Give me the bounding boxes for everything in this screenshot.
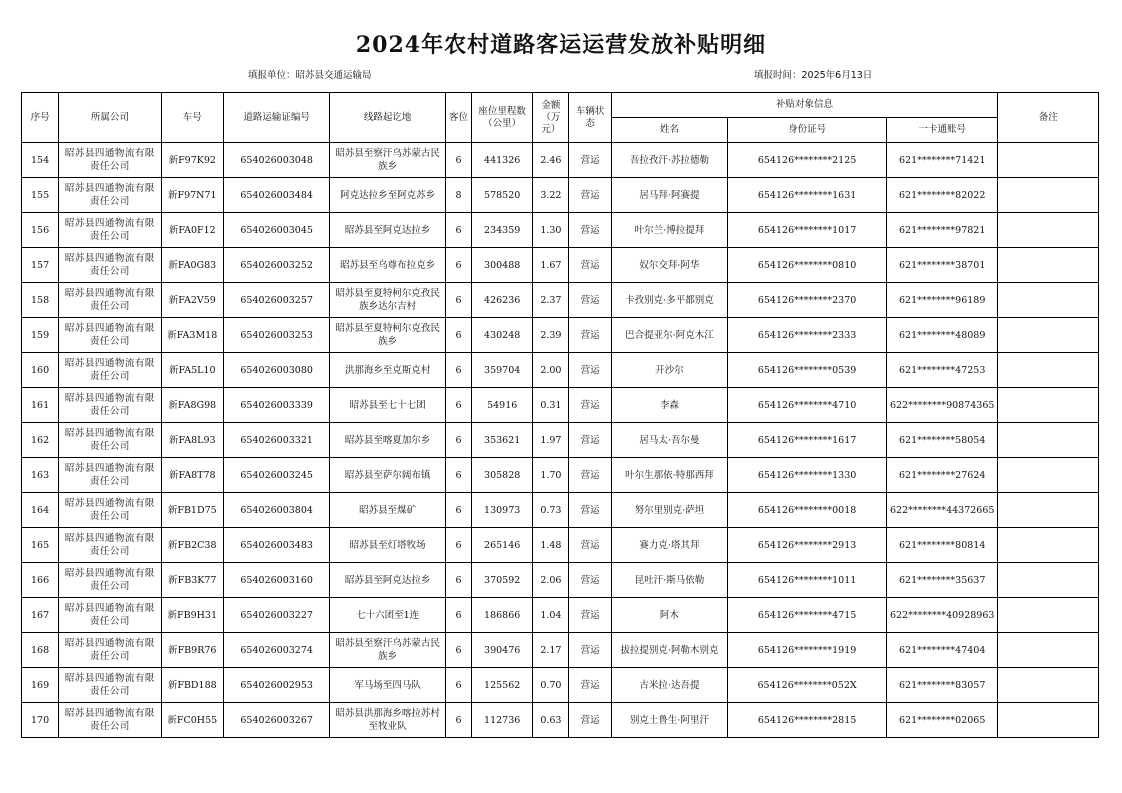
cell-amount: 2.06 [533, 563, 569, 598]
cell-remark [998, 353, 1099, 388]
cell-amount: 1.67 [533, 248, 569, 283]
header-amount: 金额（万元） [533, 93, 569, 143]
cell-route: 昭苏县至察汗乌苏蒙古民族乡 [330, 143, 446, 178]
cell-remark [998, 458, 1099, 493]
cell-permit: 654026003484 [223, 178, 329, 213]
cell-route: 昭苏县至灯塔牧场 [330, 528, 446, 563]
cell-permit: 654026002953 [223, 668, 329, 703]
cell-status: 营运 [569, 458, 611, 493]
cell-route: 昭苏县至煤矿 [330, 493, 446, 528]
cell-company: 昭苏县四通物流有限责任公司 [59, 388, 161, 423]
table-row [22, 703, 1099, 738]
cell-card: 621********83057 [886, 668, 998, 703]
cell-seats: 6 [445, 703, 471, 738]
cell-name: 努尔里别克·萨坦 [611, 493, 728, 528]
cell-plate: 新FA8G98 [161, 388, 223, 423]
cell-status: 营运 [569, 633, 611, 668]
cell-route: 昭苏县至萨尔阔布镇 [330, 458, 446, 493]
cell-amount: 0.73 [533, 493, 569, 528]
cell-status: 营运 [569, 143, 611, 178]
cell-mileage: 234359 [472, 213, 533, 248]
cell-plate: 新FA5L10 [161, 353, 223, 388]
cell-name: 卡孜别克·多平都别克 [611, 283, 728, 318]
cell-remark [998, 388, 1099, 423]
cell-seq: 161 [22, 388, 59, 423]
cell-id-no: 654126********2333 [728, 318, 887, 353]
cell-company: 昭苏县四通物流有限责任公司 [59, 353, 161, 388]
cell-amount: 0.70 [533, 668, 569, 703]
cell-permit: 654026003080 [223, 353, 329, 388]
cell-id-no: 654126********2125 [728, 143, 887, 178]
cell-seats: 6 [445, 528, 471, 563]
cell-seats: 6 [445, 598, 471, 633]
cell-id-no: 654126********2913 [728, 528, 887, 563]
cell-seats: 6 [445, 318, 471, 353]
cell-seats: 6 [445, 143, 471, 178]
cell-status: 营运 [569, 423, 611, 458]
cell-seats: 6 [445, 493, 471, 528]
cell-plate: 新FB9H31 [161, 598, 223, 633]
cell-remark [998, 318, 1099, 353]
cell-name: 奴尔交拜·阿华 [611, 248, 728, 283]
cell-mileage: 370592 [472, 563, 533, 598]
cell-remark [998, 248, 1099, 283]
cell-permit: 654026003045 [223, 213, 329, 248]
cell-card: 621********47253 [886, 353, 998, 388]
cell-name: 拔拉提别克·阿勒木别克 [611, 633, 728, 668]
table-row [22, 178, 1099, 213]
cell-card: 621********80814 [886, 528, 998, 563]
cell-remark [998, 178, 1099, 213]
reporting-unit: 填报单位：昭苏县交通运输局 [248, 70, 372, 81]
cell-id-no: 654126********1330 [728, 458, 887, 493]
cell-status: 营运 [569, 353, 611, 388]
cell-name: 赛力克·塔其拜 [611, 528, 728, 563]
cell-id-no: 654126********4710 [728, 388, 887, 423]
cell-plate: 新FB3K77 [161, 563, 223, 598]
cell-route: 七十六团至1连 [330, 598, 446, 633]
cell-company: 昭苏县四通物流有限责任公司 [59, 423, 161, 458]
cell-id-no: 654126********1011 [728, 563, 887, 598]
cell-id-no: 654126********0539 [728, 353, 887, 388]
cell-permit: 654026003274 [223, 633, 329, 668]
cell-card: 621********48089 [886, 318, 998, 353]
subsidy-table [21, 92, 1099, 738]
cell-amount: 1.48 [533, 528, 569, 563]
cell-mileage: 426236 [472, 283, 533, 318]
cell-seq: 166 [22, 563, 59, 598]
cell-remark [998, 213, 1099, 248]
cell-amount: 1.04 [533, 598, 569, 633]
cell-company: 昭苏县四通物流有限责任公司 [59, 248, 161, 283]
cell-card: 621********71421 [886, 143, 998, 178]
table-row [22, 668, 1099, 703]
cell-remark [998, 493, 1099, 528]
header-name: 姓名 [611, 118, 728, 143]
cell-remark [998, 423, 1099, 458]
cell-amount: 0.63 [533, 703, 569, 738]
header-id-no: 身份证号 [728, 118, 887, 143]
cell-route: 阿克达拉乡至阿克苏乡 [330, 178, 446, 213]
cell-mileage: 359704 [472, 353, 533, 388]
header-plate: 车号 [161, 93, 223, 143]
cell-mileage: 54916 [472, 388, 533, 423]
cell-name: 阿木 [611, 598, 728, 633]
cell-amount: 0.31 [533, 388, 569, 423]
cell-name: 别克土鲁生·阿里汗 [611, 703, 728, 738]
table-row [22, 283, 1099, 318]
cell-permit: 654026003339 [223, 388, 329, 423]
cell-name: 昆吐汗·斯马依勒 [611, 563, 728, 598]
cell-status: 营运 [569, 598, 611, 633]
cell-id-no: 654126********1617 [728, 423, 887, 458]
cell-plate: 新FBD188 [161, 668, 223, 703]
cell-mileage: 112736 [472, 703, 533, 738]
cell-seats: 6 [445, 353, 471, 388]
cell-status: 营运 [569, 528, 611, 563]
cell-status: 营运 [569, 563, 611, 598]
cell-card: 621********97821 [886, 213, 998, 248]
cell-seats: 8 [445, 178, 471, 213]
cell-plate: 新FA2V59 [161, 283, 223, 318]
cell-permit: 654026003227 [223, 598, 329, 633]
cell-seats: 6 [445, 248, 471, 283]
cell-mileage: 390476 [472, 633, 533, 668]
cell-id-no: 654126********0810 [728, 248, 887, 283]
cell-seq: 160 [22, 353, 59, 388]
cell-amount: 2.46 [533, 143, 569, 178]
cell-seq: 163 [22, 458, 59, 493]
cell-amount: 1.30 [533, 213, 569, 248]
cell-mileage: 305828 [472, 458, 533, 493]
cell-plate: 新FB9R76 [161, 633, 223, 668]
cell-company: 昭苏县四通物流有限责任公司 [59, 213, 161, 248]
cell-remark [998, 283, 1099, 318]
cell-mileage: 186866 [472, 598, 533, 633]
cell-id-no: 654126********1631 [728, 178, 887, 213]
cell-company: 昭苏县四通物流有限责任公司 [59, 703, 161, 738]
cell-mileage: 430248 [472, 318, 533, 353]
cell-amount: 1.97 [533, 423, 569, 458]
cell-permit: 654026003804 [223, 493, 329, 528]
table-row [22, 353, 1099, 388]
cell-mileage: 125562 [472, 668, 533, 703]
table-row [22, 633, 1099, 668]
cell-mileage: 578520 [472, 178, 533, 213]
cell-route: 昭苏县至七十七团 [330, 388, 446, 423]
table-row [22, 143, 1099, 178]
cell-company: 昭苏县四通物流有限责任公司 [59, 633, 161, 668]
cell-status: 营运 [569, 668, 611, 703]
cell-status: 营运 [569, 178, 611, 213]
cell-name: 开沙尔 [611, 353, 728, 388]
cell-seats: 6 [445, 283, 471, 318]
table-row [22, 563, 1099, 598]
cell-status: 营运 [569, 283, 611, 318]
cell-permit: 654026003245 [223, 458, 329, 493]
cell-route: 昭苏县至夏特柯尔克孜民族乡达尔吉村 [330, 283, 446, 318]
cell-name: 居马太·吾尔曼 [611, 423, 728, 458]
cell-seq: 158 [22, 283, 59, 318]
cell-company: 昭苏县四通物流有限责任公司 [59, 493, 161, 528]
table-row [22, 493, 1099, 528]
cell-company: 昭苏县四通物流有限责任公司 [59, 283, 161, 318]
table-body [22, 143, 1099, 738]
table-row [22, 318, 1099, 353]
cell-id-no: 654126********2370 [728, 283, 887, 318]
cell-route: 昭苏县至阿克达拉乡 [330, 563, 446, 598]
cell-permit: 654026003257 [223, 283, 329, 318]
cell-seats: 6 [445, 668, 471, 703]
cell-route: 洪那海乡至克斯克村 [330, 353, 446, 388]
cell-card: 621********35637 [886, 563, 998, 598]
header-company: 所属公司 [59, 93, 161, 143]
cell-seq: 168 [22, 633, 59, 668]
cell-amount: 3.22 [533, 178, 569, 213]
cell-remark [998, 563, 1099, 598]
cell-status: 营运 [569, 248, 611, 283]
header-permit: 道路运输证编号 [223, 93, 329, 143]
reporting-time: 填报时间：2025年6月13日 [754, 70, 873, 81]
header-remark: 备注 [998, 93, 1099, 143]
table-row [22, 423, 1099, 458]
cell-seats: 6 [445, 423, 471, 458]
header-mileage: 座位里程数（公里） [472, 93, 533, 143]
cell-id-no: 654126********1017 [728, 213, 887, 248]
cell-permit: 654026003321 [223, 423, 329, 458]
cell-card: 621********82022 [886, 178, 998, 213]
header-seq: 序号 [22, 93, 59, 143]
cell-company: 昭苏县四通物流有限责任公司 [59, 528, 161, 563]
cell-remark [998, 668, 1099, 703]
table-row [22, 598, 1099, 633]
cell-seats: 6 [445, 213, 471, 248]
cell-seq: 165 [22, 528, 59, 563]
header-seats: 客位 [445, 93, 471, 143]
cell-permit: 654026003160 [223, 563, 329, 598]
cell-amount: 2.37 [533, 283, 569, 318]
table-row [22, 388, 1099, 423]
cell-id-no: 654126********1919 [728, 633, 887, 668]
cell-remark [998, 633, 1099, 668]
cell-name: 李森 [611, 388, 728, 423]
cell-seq: 164 [22, 493, 59, 528]
cell-company: 昭苏县四通物流有限责任公司 [59, 563, 161, 598]
cell-amount: 2.39 [533, 318, 569, 353]
cell-name: 古米拉·达吾提 [611, 668, 728, 703]
cell-company: 昭苏县四通物流有限责任公司 [59, 458, 161, 493]
cell-id-no: 654126********2815 [728, 703, 887, 738]
cell-id-no: 654126********052X [728, 668, 887, 703]
cell-route: 昭苏县至夏特柯尔克孜民族乡 [330, 318, 446, 353]
cell-route: 军马场至四马队 [330, 668, 446, 703]
table-row [22, 248, 1099, 283]
header-route: 线路起讫地 [330, 93, 446, 143]
cell-seats: 6 [445, 563, 471, 598]
cell-name: 吾拉孜汗·苏拉德勒 [611, 143, 728, 178]
table-row [22, 528, 1099, 563]
cell-card: 621********47404 [886, 633, 998, 668]
cell-plate: 新FB1D75 [161, 493, 223, 528]
cell-company: 昭苏县四通物流有限责任公司 [59, 178, 161, 213]
cell-status: 营运 [569, 703, 611, 738]
cell-remark [998, 528, 1099, 563]
header-status: 车辆状态 [569, 93, 611, 143]
cell-route: 昭苏县至阿克达拉乡 [330, 213, 446, 248]
cell-seats: 6 [445, 633, 471, 668]
cell-seq: 159 [22, 318, 59, 353]
cell-route: 昭苏县至喀夏加尔乡 [330, 423, 446, 458]
cell-route: 昭苏县洪那海乡喀拉苏村至牧业队 [330, 703, 446, 738]
cell-seq: 155 [22, 178, 59, 213]
cell-route: 昭苏县至察汗乌苏蒙古民族乡 [330, 633, 446, 668]
cell-permit: 654026003048 [223, 143, 329, 178]
cell-seats: 6 [445, 458, 471, 493]
cell-plate: 新FA8T78 [161, 458, 223, 493]
cell-name: 叶尔生那依·特那西拜 [611, 458, 728, 493]
cell-route: 昭苏县至乌尊布拉克乡 [330, 248, 446, 283]
cell-permit: 654026003483 [223, 528, 329, 563]
cell-seq: 162 [22, 423, 59, 458]
cell-status: 营运 [569, 318, 611, 353]
cell-name: 巴合提亚尔·阿克木江 [611, 318, 728, 353]
cell-plate: 新FA0F12 [161, 213, 223, 248]
cell-card: 621********02065 [886, 703, 998, 738]
cell-plate: 新FA3M18 [161, 318, 223, 353]
cell-amount: 2.00 [533, 353, 569, 388]
header-card: 一卡通账号 [886, 118, 998, 143]
table-row [22, 458, 1099, 493]
cell-amount: 2.17 [533, 633, 569, 668]
cell-amount: 1.70 [533, 458, 569, 493]
cell-card: 621********58054 [886, 423, 998, 458]
cell-company: 昭苏县四通物流有限责任公司 [59, 598, 161, 633]
cell-mileage: 300488 [472, 248, 533, 283]
cell-seats: 6 [445, 388, 471, 423]
cell-seq: 170 [22, 703, 59, 738]
cell-mileage: 130973 [472, 493, 533, 528]
cell-seq: 169 [22, 668, 59, 703]
cell-permit: 654026003267 [223, 703, 329, 738]
cell-company: 昭苏县四通物流有限责任公司 [59, 143, 161, 178]
cell-company: 昭苏县四通物流有限责任公司 [59, 668, 161, 703]
cell-id-no: 654126********0018 [728, 493, 887, 528]
table-row [22, 213, 1099, 248]
cell-id-no: 654126********4715 [728, 598, 887, 633]
cell-mileage: 265146 [472, 528, 533, 563]
cell-plate: 新FA0G83 [161, 248, 223, 283]
cell-remark [998, 598, 1099, 633]
cell-remark [998, 143, 1099, 178]
cell-seq: 157 [22, 248, 59, 283]
cell-card: 621********96189 [886, 283, 998, 318]
cell-seq: 156 [22, 213, 59, 248]
cell-permit: 654026003252 [223, 248, 329, 283]
cell-plate: 新F97K92 [161, 143, 223, 178]
cell-seq: 167 [22, 598, 59, 633]
cell-card: 622********90874365 [886, 388, 998, 423]
cell-name: 叶尔兰·博拉提拜 [611, 213, 728, 248]
cell-company: 昭苏县四通物流有限责任公司 [59, 318, 161, 353]
cell-plate: 新FB2C38 [161, 528, 223, 563]
cell-permit: 654026003253 [223, 318, 329, 353]
cell-card: 621********27624 [886, 458, 998, 493]
cell-plate: 新F97N71 [161, 178, 223, 213]
cell-card: 621********38701 [886, 248, 998, 283]
cell-remark [998, 703, 1099, 738]
cell-status: 营运 [569, 213, 611, 248]
cell-seq: 154 [22, 143, 59, 178]
cell-mileage: 441326 [472, 143, 533, 178]
cell-name: 居马拜·阿赛提 [611, 178, 728, 213]
cell-plate: 新FA8L93 [161, 423, 223, 458]
cell-plate: 新FC0H55 [161, 703, 223, 738]
cell-status: 营运 [569, 493, 611, 528]
cell-card: 622********44372665 [886, 493, 998, 528]
cell-mileage: 353621 [472, 423, 533, 458]
page-title: 2024年农村道路客运运营发放补贴明细 [355, 32, 767, 58]
cell-card: 622********40928963 [886, 598, 998, 633]
header-subsidy-group: 补贴对象信息 [611, 93, 998, 118]
cell-status: 营运 [569, 388, 611, 423]
